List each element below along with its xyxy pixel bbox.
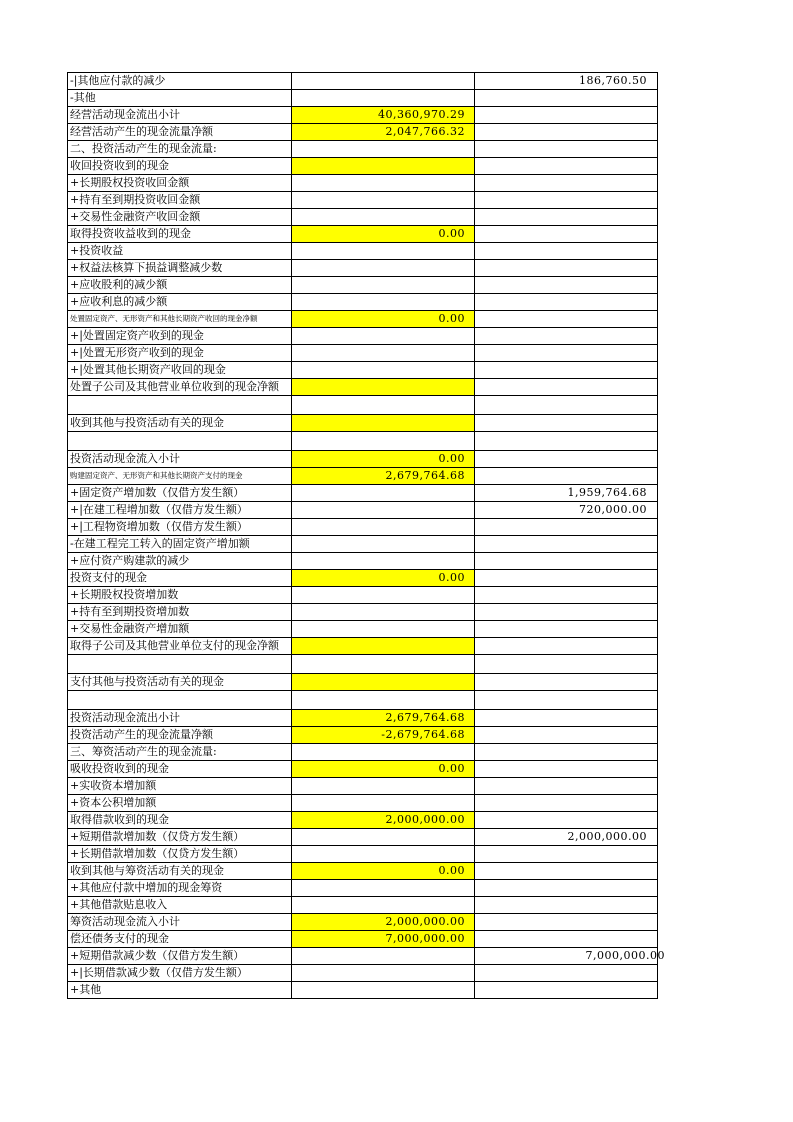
row-label-cell[interactable]: 处置子公司及其他营业单位收到的现金净额 [68, 379, 292, 396]
table-row [68, 90, 658, 107]
row-detail-cell[interactable] [475, 260, 658, 277]
row-label-cell[interactable]: 筹资活动现金流入小计 [68, 914, 292, 931]
row-label-cell[interactable]: 购建固定资产、无形资产和其他长期资产支付的现金 [68, 468, 292, 485]
table-row [68, 277, 658, 294]
table-row [68, 294, 658, 311]
row-detail-cell[interactable] [475, 761, 658, 778]
row-value-cell[interactable] [292, 536, 475, 553]
row-label-cell[interactable]: 二、投资活动产生的现金流量: [68, 141, 292, 158]
row-value-cell[interactable] [292, 897, 475, 914]
table-row [68, 328, 658, 345]
row-value-cell[interactable]: -2,679,764.68 [292, 727, 475, 744]
table-row [68, 158, 658, 175]
row-value-cell[interactable] [292, 502, 475, 519]
row-value-cell[interactable] [292, 432, 475, 451]
row-value-cell[interactable]: 2,000,000.00 [292, 914, 475, 931]
table-row [68, 880, 658, 897]
row-value-cell[interactable] [292, 294, 475, 311]
row-value-cell[interactable] [292, 829, 475, 846]
row-detail-cell[interactable] [475, 965, 658, 982]
row-label-cell[interactable]: 投资支付的现金 [68, 570, 292, 587]
row-detail-cell[interactable] [475, 209, 658, 226]
row-detail-cell[interactable] [475, 982, 658, 999]
row-label-cell[interactable]: +其他 [68, 982, 292, 999]
row-value-cell[interactable]: 0.00 [292, 311, 475, 328]
row-detail-cell[interactable] [475, 468, 658, 485]
table-row [68, 553, 658, 570]
row-value-cell[interactable]: 0.00 [292, 761, 475, 778]
row-detail-cell[interactable] [475, 727, 658, 744]
row-detail-cell[interactable] [475, 345, 658, 362]
row-detail-cell[interactable] [475, 396, 658, 415]
row-value-cell[interactable] [292, 362, 475, 379]
table-row [68, 982, 658, 999]
row-label-cell[interactable]: 经营活动产生的现金流量净额 [68, 124, 292, 141]
row-label-cell[interactable]: 处置固定资产、无形资产和其他长期资产收回的现金净额 [68, 311, 292, 328]
row-value-cell[interactable]: 2,000,000.00 [292, 812, 475, 829]
row-value-cell[interactable]: 0.00 [292, 863, 475, 880]
row-label-cell[interactable]: +|处置无形资产收到的现金 [68, 345, 292, 362]
row-label-cell[interactable]: 三、筹资活动产生的现金流量: [68, 744, 292, 761]
table-row [68, 965, 658, 982]
table-row [68, 638, 658, 655]
row-detail-cell[interactable] [475, 277, 658, 294]
row-value-cell[interactable] [292, 192, 475, 209]
table-row [68, 243, 658, 260]
row-detail-cell[interactable] [475, 710, 658, 727]
row-label-cell[interactable]: +|处置其他长期资产收回的现金 [68, 362, 292, 379]
row-label-cell[interactable]: 收回投资收到的现金 [68, 158, 292, 175]
row-detail-cell[interactable] [475, 778, 658, 795]
row-detail-cell[interactable] [475, 638, 658, 655]
row-detail-cell[interactable] [475, 655, 658, 674]
row-detail-cell[interactable]: 1,959,764.68 [475, 485, 658, 502]
row-detail-cell[interactable] [475, 362, 658, 379]
row-detail-cell[interactable] [475, 243, 658, 260]
row-label-cell[interactable]: +应付资产购建款的减少 [68, 553, 292, 570]
table-row [68, 415, 658, 432]
row-label-cell[interactable]: +短期借款减少数（仅借方发生额） [68, 948, 292, 965]
row-value-cell[interactable] [292, 655, 475, 674]
table-row [68, 897, 658, 914]
table-row [68, 311, 658, 328]
row-detail-cell[interactable] [475, 226, 658, 243]
row-value-cell[interactable] [292, 638, 475, 655]
row-value-cell[interactable]: 40,360,970.29 [292, 107, 475, 124]
row-label-cell[interactable]: 取得借款收到的现金 [68, 812, 292, 829]
table-row [68, 812, 658, 829]
table-row [68, 209, 658, 226]
row-value-cell[interactable] [292, 90, 475, 107]
row-value-cell[interactable] [292, 604, 475, 621]
row-value-cell[interactable] [292, 175, 475, 192]
table-row [68, 141, 658, 158]
row-value-cell[interactable] [292, 379, 475, 396]
row-label-cell[interactable]: +应收股利的减少额 [68, 277, 292, 294]
row-label-cell[interactable] [68, 655, 292, 674]
row-label-cell[interactable]: +其他应付款中增加的现金筹资 [68, 880, 292, 897]
row-value-cell[interactable] [292, 846, 475, 863]
row-detail-cell[interactable] [475, 604, 658, 621]
row-detail-cell[interactable] [475, 141, 658, 158]
row-value-cell[interactable]: 2,679,764.68 [292, 468, 475, 485]
row-detail-cell[interactable] [475, 175, 658, 192]
row-value-cell[interactable] [292, 158, 475, 175]
row-value-cell[interactable] [292, 345, 475, 362]
row-detail-cell[interactable] [475, 311, 658, 328]
row-value-cell[interactable] [292, 243, 475, 260]
table-row [68, 468, 658, 485]
row-label-cell[interactable]: +|工程物资增加数（仅借方发生额） [68, 519, 292, 536]
row-detail-cell[interactable] [475, 432, 658, 451]
row-value-cell[interactable] [292, 744, 475, 761]
row-label-cell[interactable]: -|其他应付款的减少 [68, 73, 292, 90]
table-row [68, 621, 658, 638]
row-label-cell[interactable]: 偿还债务支付的现金 [68, 931, 292, 948]
table-row [68, 570, 658, 587]
row-value-cell[interactable] [292, 73, 475, 90]
row-detail-cell[interactable] [475, 948, 665, 965]
table-row [68, 948, 658, 965]
row-detail-cell[interactable] [475, 328, 658, 345]
row-label-cell[interactable]: 投资活动现金流入小计 [68, 451, 292, 468]
row-detail-cell[interactable]: 2,000,000.00 [475, 829, 658, 846]
row-label-cell[interactable]: 收到其他与投资活动有关的现金 [68, 415, 292, 432]
row-label-cell[interactable]: +持有至到期投资增加数 [68, 604, 292, 621]
row-value-cell[interactable] [292, 519, 475, 536]
row-label-cell[interactable]: +长期股权投资增加数 [68, 587, 292, 604]
row-label-cell[interactable]: +持有至到期投资收回金额 [68, 192, 292, 209]
row-detail-cell[interactable] [475, 795, 658, 812]
row-value-cell[interactable]: 0.00 [292, 570, 475, 587]
row-detail-cell[interactable] [475, 587, 658, 604]
row-label-cell[interactable]: +|处置固定资产收到的现金 [68, 328, 292, 345]
row-value-cell[interactable] [292, 621, 475, 638]
row-value-cell[interactable] [292, 795, 475, 812]
table-row [68, 485, 658, 502]
row-label-cell[interactable]: 收到其他与筹资活动有关的现金 [68, 863, 292, 880]
row-value-cell[interactable]: 2,679,764.68 [292, 710, 475, 727]
row-label-cell[interactable]: 经营活动现金流出小计 [68, 107, 292, 124]
row-detail-cell[interactable] [475, 107, 658, 124]
row-value-cell[interactable] [292, 277, 475, 294]
row-label-cell[interactable]: +应收利息的减少额 [68, 294, 292, 311]
row-detail-cell[interactable] [475, 158, 658, 175]
row-detail-cell[interactable] [475, 536, 658, 553]
row-detail-cell[interactable] [475, 294, 658, 311]
cash-flow-sheet [67, 72, 665, 999]
row-detail-cell[interactable] [475, 379, 658, 396]
row-detail-cell[interactable] [475, 812, 658, 829]
row-detail-cell[interactable] [475, 192, 658, 209]
row-detail-cell[interactable]: 720,000.00 [475, 502, 658, 519]
row-value-cell[interactable] [292, 674, 475, 691]
row-label-cell[interactable]: +权益法核算下损益调整减少数 [68, 260, 292, 277]
table-row [68, 846, 658, 863]
row-value-cell[interactable]: 0.00 [292, 226, 475, 243]
row-label-cell[interactable]: -在建工程完工转入的固定资产增加额 [68, 536, 292, 553]
row-label-cell[interactable]: +长期借款增加数（仅贷方发生额） [68, 846, 292, 863]
table-row [68, 432, 658, 451]
row-label-cell[interactable]: 吸收投资收到的现金 [68, 761, 292, 778]
row-detail-cell[interactable] [475, 674, 658, 691]
row-label-cell[interactable]: +其他借款贴息收入 [68, 897, 292, 914]
row-value-cell[interactable] [292, 396, 475, 415]
row-value-cell[interactable] [292, 415, 475, 432]
table-row [68, 795, 658, 812]
row-detail-cell[interactable] [475, 863, 658, 880]
row-label-cell[interactable]: 投资活动现金流出小计 [68, 710, 292, 727]
table-row [68, 502, 658, 519]
table-row [68, 691, 658, 710]
row-value-cell[interactable]: 0.00 [292, 451, 475, 468]
row-value-cell[interactable] [292, 328, 475, 345]
row-value-cell[interactable] [292, 587, 475, 604]
table-row [68, 914, 658, 931]
table-row [68, 175, 658, 192]
row-detail-cell[interactable] [475, 897, 658, 914]
row-detail-cell[interactable] [475, 931, 658, 948]
table-row [68, 674, 658, 691]
row-label-cell[interactable]: 支付其他与投资活动有关的现金 [68, 674, 292, 691]
row-value-cell[interactable] [292, 778, 475, 795]
row-label-cell[interactable]: +交易性金融资产收回金额 [68, 209, 292, 226]
row-label-cell[interactable] [68, 396, 292, 415]
table-row [68, 744, 658, 761]
row-detail-cell[interactable] [475, 914, 658, 931]
table-row [68, 107, 658, 124]
row-value-cell[interactable] [292, 260, 475, 277]
row-value-cell[interactable] [292, 141, 475, 158]
row-detail-cell[interactable] [475, 846, 658, 863]
row-detail-cell[interactable] [475, 744, 658, 761]
row-value-cell[interactable]: 7,000,000.00 [292, 931, 475, 948]
row-value-cell[interactable] [292, 965, 475, 982]
row-detail-cell[interactable] [475, 621, 658, 638]
table-row [68, 73, 658, 90]
row-detail-cell[interactable] [475, 124, 658, 141]
row-label-cell[interactable]: 取得子公司及其他营业单位支付的现金净额 [68, 638, 292, 655]
table-row [68, 396, 658, 415]
row-value-cell[interactable] [292, 209, 475, 226]
row-label-cell[interactable]: +实收资本增加额 [68, 778, 292, 795]
table-row [68, 761, 658, 778]
row-value-cell[interactable] [292, 691, 475, 710]
row-label-cell[interactable]: 取得投资收益收到的现金 [68, 226, 292, 243]
row-label-cell[interactable] [68, 691, 292, 710]
row-label-cell[interactable]: +|在建工程增加数（仅借方发生额） [68, 502, 292, 519]
row-detail-cell[interactable] [475, 451, 658, 468]
row-label-cell[interactable]: 投资活动产生的现金流量净额 [68, 727, 292, 744]
row-label-cell[interactable]: +交易性金融资产增加额 [68, 621, 292, 638]
table-row [68, 124, 658, 141]
table-row [68, 519, 658, 536]
row-value-cell[interactable] [292, 485, 475, 502]
row-detail-cell[interactable] [475, 880, 658, 897]
table-row [68, 604, 658, 621]
row-detail-cell[interactable] [475, 415, 658, 432]
row-label-cell[interactable]: +资本公积增加额 [68, 795, 292, 812]
table-row [68, 587, 658, 604]
row-label-cell[interactable]: +短期借款增加数（仅贷方发生额） [68, 829, 292, 846]
row-label-cell[interactable] [68, 432, 292, 451]
row-detail-cell[interactable] [475, 519, 658, 536]
detail-value: 7,000,000.00 [585, 949, 665, 962]
row-label-cell[interactable]: +投资收益 [68, 243, 292, 260]
table-row [68, 931, 658, 948]
table-row [68, 829, 658, 846]
row-value-cell[interactable] [292, 880, 475, 897]
table-row [68, 379, 658, 396]
row-label-cell[interactable]: +长期股权投资收回金额 [68, 175, 292, 192]
table-row [68, 778, 658, 795]
row-detail-cell[interactable] [475, 691, 658, 710]
row-value-cell[interactable] [292, 948, 475, 965]
table-row [68, 536, 658, 553]
row-label-cell[interactable]: +固定资产增加数（仅借方发生额） [68, 485, 292, 502]
row-detail-cell[interactable] [475, 570, 658, 587]
row-label-cell[interactable]: +|长期借款减少数（仅借方发生额） [68, 965, 292, 982]
table-row [68, 192, 658, 209]
row-value-cell[interactable] [292, 982, 475, 999]
table-row [68, 655, 658, 674]
table-row [68, 863, 658, 880]
table-row [68, 727, 658, 744]
row-detail-cell[interactable]: 186,760.50 [475, 73, 658, 90]
table-row [68, 345, 658, 362]
row-detail-cell[interactable] [475, 553, 658, 570]
row-value-cell[interactable]: 2,047,766.32 [292, 124, 475, 141]
cash-flow-table [67, 72, 665, 999]
table-row [68, 226, 658, 243]
row-label-cell[interactable]: -其他 [68, 90, 292, 107]
table-row [68, 362, 658, 379]
row-value-cell[interactable] [292, 553, 475, 570]
table-row [68, 451, 658, 468]
table-row [68, 260, 658, 277]
table-body [68, 73, 665, 999]
table-row [68, 710, 658, 727]
row-detail-cell[interactable] [475, 90, 658, 107]
